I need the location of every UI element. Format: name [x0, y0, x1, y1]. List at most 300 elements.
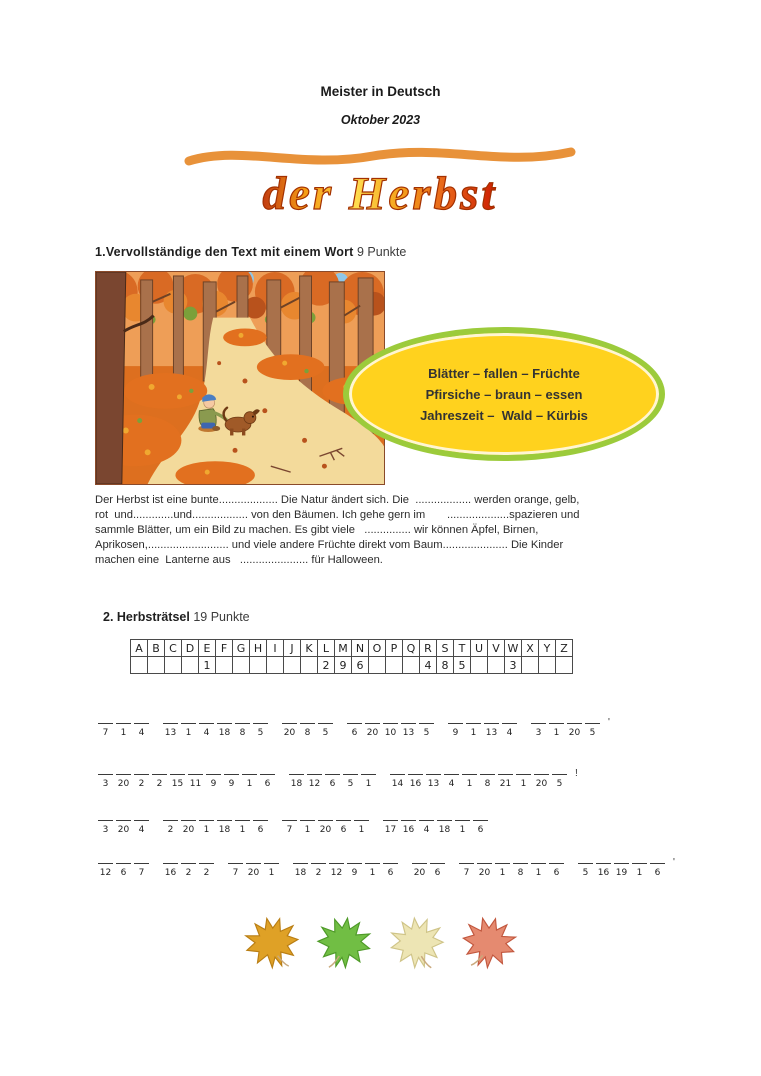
cipher-number: 12 — [99, 868, 112, 878]
letter-slot — [181, 858, 196, 878]
letter-slot — [235, 815, 250, 835]
letter-slot — [199, 815, 214, 835]
fill-in-text-line: Der Herbst ist eine bunte................... Die Natur ändert sich. Die .................. werden orange, gelb, — [95, 494, 580, 506]
letter-slot — [513, 858, 528, 878]
cipher-letter-cell: M — [335, 640, 352, 657]
letter-slot — [163, 815, 178, 835]
cipher-number: 6 — [477, 825, 484, 835]
cipher-number: 8 — [239, 728, 246, 738]
blank-dash — [235, 723, 250, 724]
letter-slot — [437, 815, 452, 835]
letter-slot — [98, 718, 113, 738]
blank-dash — [199, 863, 214, 864]
cipher-value-cell — [488, 657, 505, 674]
cipher-number: 20 — [535, 779, 548, 789]
cipher-letter-cell: N — [352, 640, 369, 657]
cipher-letter-cell: Y — [539, 640, 556, 657]
cipher-number: 6 — [434, 868, 441, 878]
letter-slot — [502, 718, 517, 738]
cipher-number: 1 — [470, 728, 477, 738]
blank-dash — [614, 863, 629, 864]
cipher-number: 18 — [218, 825, 231, 835]
letter-slot — [477, 858, 492, 878]
blank-dash — [448, 723, 463, 724]
cipher-letter-cell: T — [454, 640, 471, 657]
cipher-number: 4 — [423, 825, 430, 835]
herbst-logo — [181, 141, 579, 225]
cipher-letter-cell: J — [284, 640, 301, 657]
blank-dash — [181, 820, 196, 821]
cipher-number: 19 — [615, 868, 628, 878]
blank-dash — [437, 820, 452, 821]
cipher-number: 1 — [369, 868, 376, 878]
cipher-value-cell — [539, 657, 556, 674]
cipher-letter-cell: O — [369, 640, 386, 657]
blank-dash — [516, 774, 531, 775]
letter-slot — [473, 815, 488, 835]
cipher-number: 5 — [347, 779, 354, 789]
letter-slot — [318, 815, 333, 835]
cipher-number: 17 — [384, 825, 397, 835]
maple-leaf-icon — [313, 916, 375, 972]
cipher-value-cell — [369, 657, 386, 674]
cipher-value-cell — [284, 657, 301, 674]
blank-dash — [134, 723, 149, 724]
fill-in-text-line: sammle Blätter, um ein Bild zu machen. Es gibt viele ............... wir können Äpfel, Birnen, — [95, 524, 539, 536]
fill-in-text-line: machen eine Lanterne aus ...................... für Halloween. — [95, 554, 383, 566]
cipher-number: 18 — [290, 779, 303, 789]
letter-slot — [650, 858, 665, 878]
cipher-number: 20 — [117, 779, 130, 789]
letter-slot — [585, 718, 600, 738]
blank-dash — [134, 774, 149, 775]
letter-slot — [293, 858, 308, 878]
puzzle-word-group — [228, 858, 279, 878]
cipher-value-cell: 6 — [352, 657, 369, 674]
blank-dash — [152, 774, 167, 775]
cipher-number: 2 — [138, 779, 145, 789]
cipher-letter-cell: K — [301, 640, 318, 657]
cipher-letter-cell: V — [488, 640, 505, 657]
cipher-number: 16 — [597, 868, 610, 878]
letter-slot — [116, 858, 131, 878]
blank-dash — [430, 863, 445, 864]
cipher-number: 18 — [438, 825, 451, 835]
cipher-number: 7 — [138, 868, 145, 878]
cipher-value-cell — [386, 657, 403, 674]
puzzle-word-group — [98, 858, 149, 878]
blank-dash — [513, 863, 528, 864]
letter-slot — [578, 858, 593, 878]
punctuation-mark: ! — [575, 768, 578, 779]
letter-slot — [365, 858, 380, 878]
letter-slot — [329, 858, 344, 878]
puzzle-rows — [98, 718, 761, 878]
cipher-number: 2 — [315, 868, 322, 878]
cipher-number: 5 — [257, 728, 264, 738]
letter-slot — [426, 769, 441, 789]
cipher-number: 18 — [294, 868, 307, 878]
cipher-letter-cell: B — [148, 640, 165, 657]
blank-dash — [282, 820, 297, 821]
blank-dash — [116, 723, 131, 724]
cipher-number: 20 — [568, 728, 581, 738]
letter-slot — [531, 718, 546, 738]
cipher-number: 6 — [387, 868, 394, 878]
cipher-number: 1 — [520, 779, 527, 789]
blank-dash — [650, 863, 665, 864]
autumn-forest-illustration — [95, 271, 385, 485]
letter-slot — [116, 718, 131, 738]
letter-slot — [181, 718, 196, 738]
letter-slot — [235, 718, 250, 738]
letter-slot — [419, 718, 434, 738]
blank-dash — [567, 723, 582, 724]
cipher-number: 1 — [499, 868, 506, 878]
cipher-number: 1 — [553, 728, 560, 738]
letter-slot — [531, 858, 546, 878]
letter-slot — [408, 769, 423, 789]
blank-dash — [300, 820, 315, 821]
puzzle-row — [98, 718, 761, 738]
cipher-number: 18 — [218, 728, 231, 738]
blank-dash — [134, 863, 149, 864]
letter-slot — [448, 718, 463, 738]
blank-dash — [455, 820, 470, 821]
cipher-value-cell — [216, 657, 233, 674]
cipher-number: 7 — [463, 868, 470, 878]
blank-dash — [98, 774, 113, 775]
cipher-number: 13 — [485, 728, 498, 738]
cipher-value-cell — [182, 657, 199, 674]
blank-dash — [383, 863, 398, 864]
cipher-number: 13 — [164, 728, 177, 738]
cipher-number: 8 — [484, 779, 491, 789]
word-bank-line1: Blätter – fallen – Früchte — [428, 365, 580, 381]
cipher-number: 6 — [257, 825, 264, 835]
blank-dash — [534, 774, 549, 775]
blank-dash — [549, 723, 564, 724]
blank-dash — [459, 863, 474, 864]
cipher-value-row — [131, 657, 573, 674]
blank-dash — [354, 820, 369, 821]
cipher-number: 16 — [164, 868, 177, 878]
blank-dash — [495, 863, 510, 864]
blank-dash — [228, 863, 243, 864]
cipher-number: 6 — [553, 868, 560, 878]
word-bank-line2: Pfirsiche – braun – essen — [425, 386, 583, 402]
letter-slot — [134, 858, 149, 878]
blank-dash — [383, 820, 398, 821]
cipher-value-cell — [403, 657, 420, 674]
puzzle-word-group — [383, 815, 488, 835]
blank-dash — [181, 863, 196, 864]
blank-dash — [282, 723, 297, 724]
cipher-number: 3 — [102, 779, 109, 789]
maple-leaf-icon — [458, 916, 520, 972]
letter-slot — [300, 815, 315, 835]
cipher-number: 1 — [466, 779, 473, 789]
fill-in-text-line: rot und.............und.................. von den Bäumen. Ich gehe gern im ....................spazieren und — [95, 509, 580, 521]
blank-dash — [329, 863, 344, 864]
puzzle-word-group — [459, 858, 564, 878]
cipher-number: 2 — [167, 825, 174, 835]
cipher-number: 1 — [535, 868, 542, 878]
letter-slot — [289, 769, 304, 789]
blank-dash — [325, 774, 340, 775]
letter-slot — [412, 858, 427, 878]
cipher-number: 5 — [556, 779, 563, 789]
letter-slot — [383, 858, 398, 878]
letter-slot — [307, 769, 322, 789]
cipher-value-cell: 9 — [335, 657, 352, 674]
cipher-number: 2 — [156, 779, 163, 789]
letter-slot — [354, 815, 369, 835]
letter-slot — [549, 718, 564, 738]
blank-dash — [408, 774, 423, 775]
letter-slot — [347, 718, 362, 738]
blank-dash — [98, 723, 113, 724]
puzzle-word-group — [347, 718, 434, 738]
cipher-number: 7 — [286, 825, 293, 835]
puzzle-word-group — [163, 858, 214, 878]
cipher-number: 1 — [636, 868, 643, 878]
puzzle-word-group — [390, 769, 567, 789]
blank-dash — [116, 774, 131, 775]
puzzle-word-group — [282, 815, 369, 835]
cipher-number: 9 — [228, 779, 235, 789]
cipher-number: 20 — [413, 868, 426, 878]
blank-dash — [365, 723, 380, 724]
blank-dash — [498, 774, 513, 775]
letter-slot — [462, 769, 477, 789]
cipher-number: 4 — [506, 728, 513, 738]
blank-dash — [318, 820, 333, 821]
letter-slot — [264, 858, 279, 878]
blank-dash — [199, 820, 214, 821]
word-bank-line3: Jahreszeit – Wald – Kürbis — [420, 407, 588, 423]
letter-slot — [401, 718, 416, 738]
blank-dash — [365, 863, 380, 864]
letter-slot — [318, 718, 333, 738]
cipher-letter-cell: S — [437, 640, 454, 657]
puzzle-word-group — [98, 815, 149, 835]
section2-points: 19 Punkte — [193, 610, 250, 624]
letter-slot — [516, 769, 531, 789]
cipher-number: 1 — [185, 728, 192, 738]
blank-dash — [264, 863, 279, 864]
letter-slot — [311, 858, 326, 878]
blank-dash — [343, 774, 358, 775]
cipher-number: 5 — [589, 728, 596, 738]
letter-slot — [498, 769, 513, 789]
blank-dash — [217, 820, 232, 821]
cipher-number: 8 — [517, 868, 524, 878]
blank-dash — [412, 863, 427, 864]
cipher-value-cell: 4 — [420, 657, 437, 674]
blank-dash — [293, 863, 308, 864]
puzzle-word-group — [412, 858, 445, 878]
letter-slot — [282, 815, 297, 835]
word-bank-oval — [343, 327, 665, 461]
letter-slot — [343, 769, 358, 789]
blank-dash — [419, 723, 434, 724]
blank-dash — [206, 774, 221, 775]
cipher-letter-cell: P — [386, 640, 403, 657]
blank-dash — [401, 820, 416, 821]
blank-dash — [163, 863, 178, 864]
cipher-number: 4 — [138, 728, 145, 738]
section1-points: 9 Punkte — [356, 245, 407, 259]
letter-slot — [134, 769, 149, 789]
letter-slot — [300, 718, 315, 738]
letter-slot — [206, 769, 221, 789]
cipher-letter-cell: H — [250, 640, 267, 657]
letter-slot — [228, 858, 243, 878]
cipher-number: 20 — [366, 728, 379, 738]
fill-in-text-line: Aprikosen,.......................... und viele andere Früchte direkt vom Baum..................... Die Kinder — [95, 539, 564, 551]
cipher-value-cell: 8 — [437, 657, 454, 674]
letter-slot — [116, 769, 131, 789]
letter-slot — [134, 718, 149, 738]
cipher-number: 15 — [171, 779, 184, 789]
blank-dash — [235, 820, 250, 821]
puzzle-word-group — [98, 718, 149, 738]
puzzle-row — [98, 858, 761, 878]
cipher-value-cell — [250, 657, 267, 674]
puzzle-row — [98, 769, 761, 789]
cipher-letter-cell: Z — [556, 640, 573, 657]
letter-slot — [632, 858, 647, 878]
cipher-letter-row — [131, 640, 573, 657]
cipher-value-cell: 3 — [505, 657, 522, 674]
letter-slot — [596, 858, 611, 878]
document-date: Oktober 2023 — [340, 113, 421, 127]
blank-dash — [462, 774, 477, 775]
cipher-number: 8 — [304, 728, 311, 738]
cipher-value-cell — [131, 657, 148, 674]
cipher-number: 5 — [582, 868, 589, 878]
cipher-number: 1 — [358, 825, 365, 835]
letter-slot — [383, 815, 398, 835]
letter-slot — [484, 718, 499, 738]
blank-dash — [585, 723, 600, 724]
letter-slot — [152, 769, 167, 789]
cipher-value-cell — [556, 657, 573, 674]
blank-dash — [466, 723, 481, 724]
cipher-number: 1 — [304, 825, 311, 835]
letter-slot — [361, 769, 376, 789]
cipher-number: 1 — [239, 825, 246, 835]
cipher-value-cell — [148, 657, 165, 674]
punctuation-mark: ' — [673, 857, 675, 868]
blank-dash — [98, 863, 113, 864]
blank-dash — [480, 774, 495, 775]
cipher-number: 6 — [340, 825, 347, 835]
letter-slot — [224, 769, 239, 789]
letter-slot — [134, 815, 149, 835]
cipher-number: 16 — [409, 779, 422, 789]
letter-slot — [567, 718, 582, 738]
cipher-number: 9 — [351, 868, 358, 878]
cipher-number: 20 — [478, 868, 491, 878]
letter-slot — [455, 815, 470, 835]
blank-dash — [253, 820, 268, 821]
cipher-letter-cell: X — [522, 640, 539, 657]
cipher-number: 1 — [120, 728, 127, 738]
blank-dash — [242, 774, 257, 775]
blank-dash — [163, 820, 178, 821]
cipher-value-cell — [471, 657, 488, 674]
letter-slot — [401, 815, 416, 835]
blank-dash — [419, 820, 434, 821]
letter-slot — [466, 718, 481, 738]
puzzle-word-group — [163, 718, 268, 738]
blank-dash — [163, 723, 178, 724]
cipher-letter-cell: R — [420, 640, 437, 657]
cipher-number: 6 — [329, 779, 336, 789]
cipher-table — [130, 639, 573, 674]
blank-dash — [300, 723, 315, 724]
letter-slot — [253, 718, 268, 738]
cipher-value-cell — [233, 657, 250, 674]
logo-wave — [189, 152, 571, 161]
blank-dash — [484, 723, 499, 724]
letter-slot — [217, 815, 232, 835]
letter-slot — [188, 769, 203, 789]
blank-dash — [134, 820, 149, 821]
letter-slot — [534, 769, 549, 789]
letter-slot — [480, 769, 495, 789]
puzzle-word-group — [578, 858, 665, 878]
cipher-number: 1 — [365, 779, 372, 789]
cipher-letter-cell: W — [505, 640, 522, 657]
letter-slot — [614, 858, 629, 878]
letter-slot — [199, 858, 214, 878]
letter-slot — [242, 769, 257, 789]
cipher-letter-cell: C — [165, 640, 182, 657]
cipher-letter-cell: E — [199, 640, 216, 657]
letter-slot — [383, 718, 398, 738]
puzzle-word-group — [98, 769, 275, 789]
letter-slot — [325, 769, 340, 789]
blank-dash — [552, 774, 567, 775]
letter-slot — [181, 815, 196, 835]
letter-slot — [459, 858, 474, 878]
cipher-number: 4 — [203, 728, 210, 738]
letter-slot — [116, 815, 131, 835]
letter-slot — [549, 858, 564, 878]
cipher-number: 6 — [654, 868, 661, 878]
puzzle-word-group — [293, 858, 398, 878]
letter-slot — [444, 769, 459, 789]
cipher-letter-cell: G — [233, 640, 250, 657]
cipher-value-cell: 5 — [454, 657, 471, 674]
letter-slot — [98, 769, 113, 789]
letter-slot — [260, 769, 275, 789]
blank-dash — [502, 723, 517, 724]
letter-slot — [163, 718, 178, 738]
logo-text: der Herbst — [262, 168, 498, 220]
cipher-number: 5 — [322, 728, 329, 738]
blank-dash — [347, 723, 362, 724]
section2-heading-text: 2. Herbsträtsel — [103, 610, 190, 624]
letter-slot — [552, 769, 567, 789]
letter-slot — [495, 858, 510, 878]
letter-slot — [347, 858, 362, 878]
blank-dash — [199, 723, 214, 724]
cipher-value-cell — [267, 657, 284, 674]
